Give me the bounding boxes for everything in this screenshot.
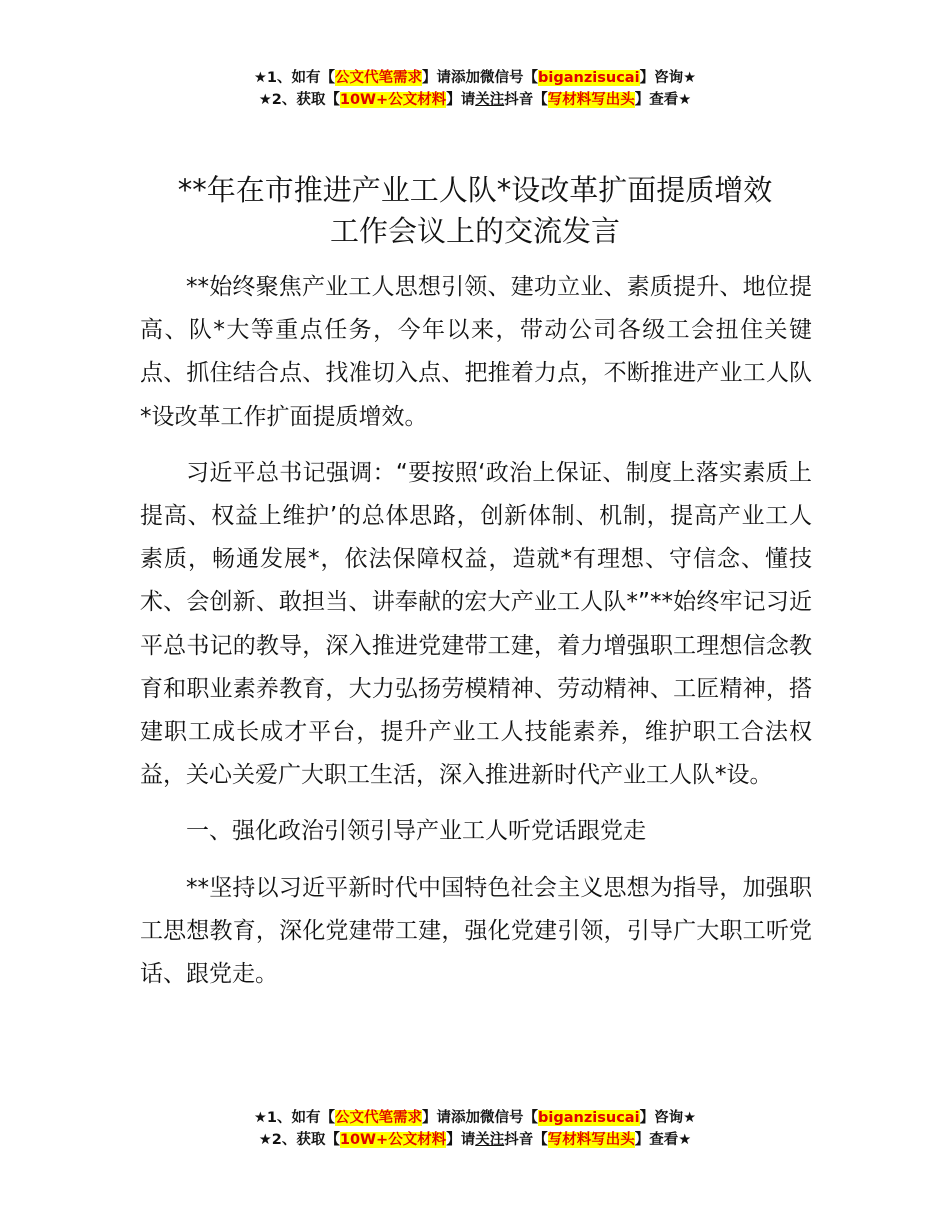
promo-text: ★1、如有【 [253,70,336,86]
promo-underlined: 关注 [475,1132,505,1148]
promo-line-2 [0,89,950,111]
promo-highlight: 10W+公文材料 [339,92,447,108]
promo-text: ★1、如有【 [253,1110,336,1126]
header-promo-banner [0,67,950,111]
title-line-1: **年在市推进产业工人队*设改革扩面提质增效 [177,173,773,207]
promo-text: 】请 [446,92,476,108]
paragraph-intro: **始终聚焦产业工人思想引领、建功立业、素质提升、地位提高、队*大等重点任务，今年以来，带动公司各级工会扭住关键点、抓住结合点、找准切入点、把推着力点，不断推进产业工人队*设改革工作扩面提质增效。 [140,274,812,430]
promo-text: ★2、获取【 [258,1132,340,1148]
document-body [140,266,812,1009]
promo-text: 】查看★ [634,92,692,108]
promo-highlight: 10W+公文材料 [339,1132,447,1148]
promo-line-1 [0,67,950,89]
promo-text: 】咨询★ [639,1110,697,1126]
promo-line-2 [0,1129,950,1151]
promo-text: 】咨询★ [639,70,697,86]
footer-promo-banner [0,1107,950,1151]
title-line-2: 工作会议上的交流发言 [329,214,620,248]
paragraph-quote: 习近平总书记强调：“要按照‘政治上保证、制度上落实素质上提高、权益上维护’的总体思路，创新体制、机制，提高产业工人素质，畅通发展*，依法保障权益，造就*有理想、守信念、懂技术、会创新、敢担当、讲奉献的宏大产业工人队*”**始终牢记习近平总书记的教导，深入推进党建带工建，着力增强职工理想信念教育和职业素养教育，大力弘扬劳模精神、劳动精神、工匠精神，搭建职工成长成才平台，提升产业工人技能素养，维护职工合法权益，关心关爱广大职工生活，深入推进新时代产业工人队*设。 [140,459,812,789]
promo-wechat-id: biganzisucai [538,70,640,86]
section-heading: 一、强化政治引领引导产业工人听党话跟党走 [186,818,646,845]
promo-line-1 [0,1107,950,1129]
paragraph-section-1: **坚持以习近平新时代中国特色社会主义思想为指导，加强职工思想教育，深化党建带工建，强化党建引领，引导广大职工听党话、跟党走。 [140,874,812,988]
promo-text: 】请 [446,1132,476,1148]
promo-douyin-name: 写材料写出头 [547,1132,635,1148]
promo-douyin-name: 写材料写出头 [547,92,635,108]
promo-highlight: 公文代笔需求 [335,1110,423,1126]
promo-text: ★2、获取【 [258,92,340,108]
promo-underlined: 关注 [475,92,505,108]
promo-text: 】请添加微信号【 [422,1110,539,1126]
promo-text: 抖音【 [504,92,548,108]
promo-highlight: 公文代笔需求 [335,70,423,86]
document-title [100,170,850,252]
promo-text: 】查看★ [634,1132,692,1148]
promo-wechat-id: biganzisucai [538,1110,640,1126]
promo-text: 】请添加微信号【 [422,70,539,86]
promo-text: 抖音【 [504,1132,548,1148]
